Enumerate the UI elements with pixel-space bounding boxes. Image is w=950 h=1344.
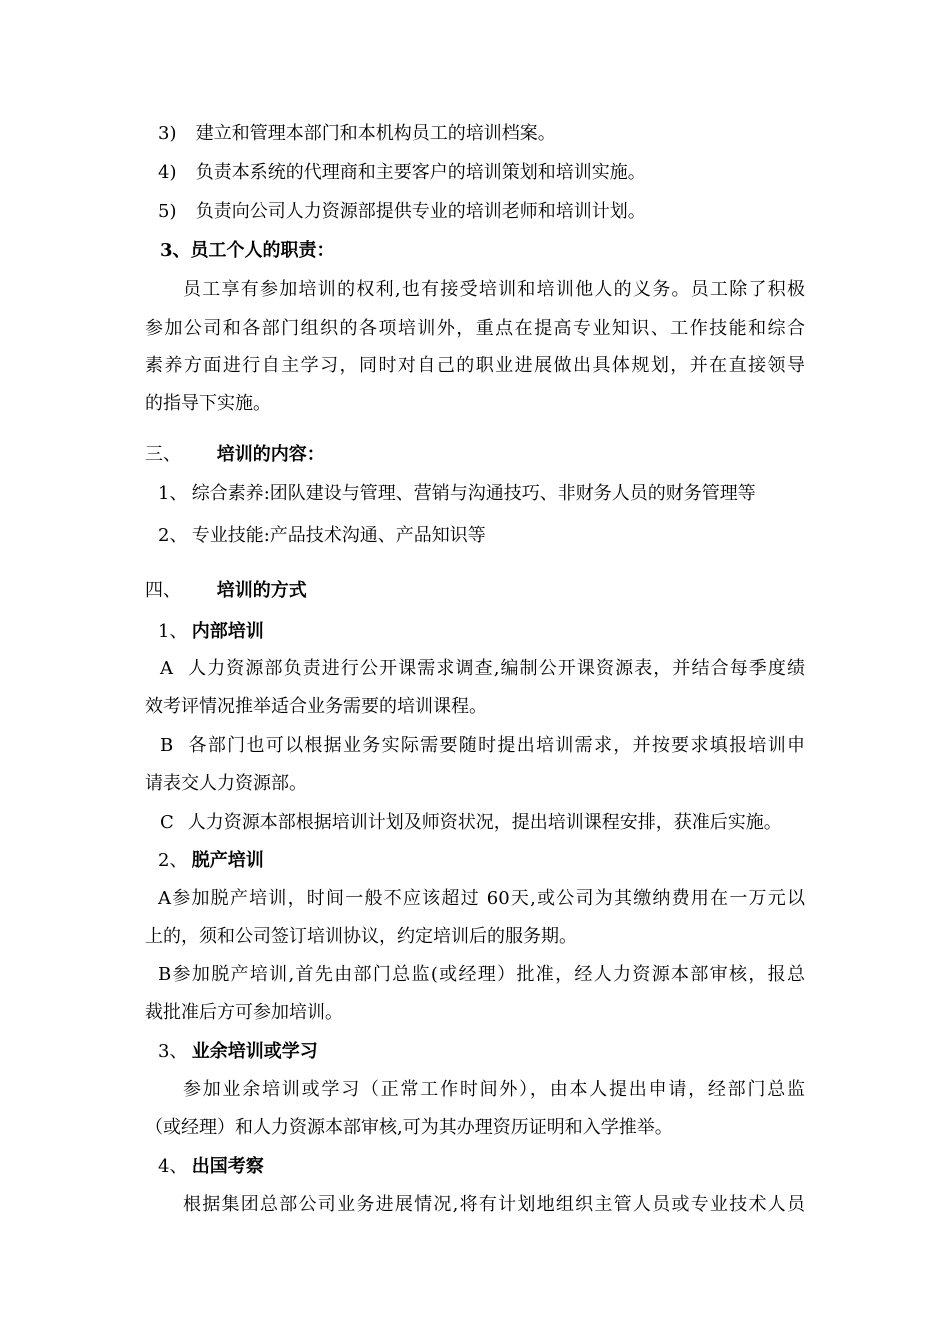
paragraph-line: （或经理）和人力资源本部审核,可为其办理资历证明和入学推举。 [145, 1117, 673, 1138]
item-text: 人力资源本部根据培训计划及师资状况，提出培训课程安排，获准后实施。 [187, 812, 782, 833]
list-item [158, 482, 756, 506]
paragraph-line: 裁批准后方可参加培训。 [145, 1002, 343, 1023]
item-text: 综合素养:团队建设与管理、营销与沟通技巧、非财务人员的财务管理等 [191, 483, 756, 504]
subsection-title: 脱产培训 [191, 850, 264, 871]
section-heading: 3、员工个人的职责： [160, 240, 335, 261]
item-letter: A [160, 658, 173, 679]
chapter-title: 培训的内容： [216, 444, 325, 465]
list-item-4 [158, 161, 646, 185]
item-number: 3、 [158, 1041, 188, 1062]
chapter-heading [145, 579, 307, 603]
chapter-heading [145, 443, 325, 467]
paragraph-line [160, 811, 782, 835]
paragraph-line: 根据集团总部公司业务进展情况,将有计划地组织主管人员或专业技术人员 [183, 1194, 805, 1215]
item-number: 4、 [158, 1156, 188, 1177]
chapter-title: 培训的方式 [216, 580, 307, 601]
subsection-heading [158, 1040, 318, 1064]
list-item-3 [158, 122, 556, 146]
item-number: 4) [158, 162, 177, 183]
paragraph-line: 参加公司和各部门组织的各项培训外，重点在提高专业知识、工作技能和综合 [145, 318, 805, 339]
subsection-title: 内部培训 [191, 621, 264, 642]
item-text: 各部门也可以根据业务实际需要随时提出培训需求，并按要求填报培训申 [187, 735, 805, 756]
item-number: 5) [158, 201, 177, 222]
paragraph-line: 员工享有参加培训的权利,也有接受培训和培训他人的义务。员工除了积极 [183, 279, 805, 300]
list-item [158, 524, 486, 548]
chapter-number: 四、 [145, 580, 181, 601]
subsection-heading [158, 620, 264, 644]
item-number: 2、 [158, 525, 188, 546]
subsection-heading [158, 1155, 264, 1179]
item-text: 专业技能:产品技术沟通、产品知识等 [191, 525, 486, 546]
subsection-title: 出国考察 [191, 1156, 264, 1177]
list-item-5 [158, 200, 646, 224]
item-text: 建立和管理本部门和本机构员工的培训档案。 [195, 123, 556, 144]
item-number: 1、 [158, 621, 188, 642]
item-text: 负责本系统的代理商和主要客户的培训策划和培训实施。 [195, 162, 646, 183]
paragraph-line: 请表交人力资源部。 [145, 773, 307, 794]
chapter-number: 三、 [145, 444, 181, 465]
paragraph-line: 效考评情况推举适合业务需要的培训课程。 [145, 696, 487, 717]
paragraph-line: B参加脱产培训,首先由部门总监(或经理）批准，经人力资源本部审核，报总 [158, 964, 805, 985]
item-number: 2、 [158, 850, 188, 871]
item-number: 3) [158, 123, 177, 144]
paragraph-line [160, 734, 805, 758]
paragraph-line: 参加业余培训或学习（正常工作时间外），由本人提出申请，经部门总监 [183, 1079, 805, 1100]
item-letter: B [160, 735, 174, 756]
subsection-heading [158, 849, 264, 873]
paragraph-line: A参加脱产培训，时间一般不应该超过 60天,或公司为其缴纳费用在一万元以 [158, 888, 805, 909]
item-number: 1、 [158, 483, 188, 504]
subsection-title: 业余培训或学习 [191, 1041, 318, 1062]
item-text: 人力资源部负责进行公开课需求调查,编制公开课资源表，并结合每季度绩 [187, 658, 805, 679]
paragraph-line: 素养方面进行自主学习，同时对自己的职业进展做出具体规划，并在直接领导 [145, 355, 805, 376]
paragraph-line: 上的，须和公司签订培训协议，约定培训后的服务期。 [145, 926, 577, 947]
item-letter: C [160, 812, 174, 833]
item-text: 负责向公司人力资源部提供专业的培训老师和培训计划。 [195, 201, 646, 222]
paragraph-line: 的指导下实施。 [145, 393, 271, 414]
paragraph-line [160, 657, 805, 681]
